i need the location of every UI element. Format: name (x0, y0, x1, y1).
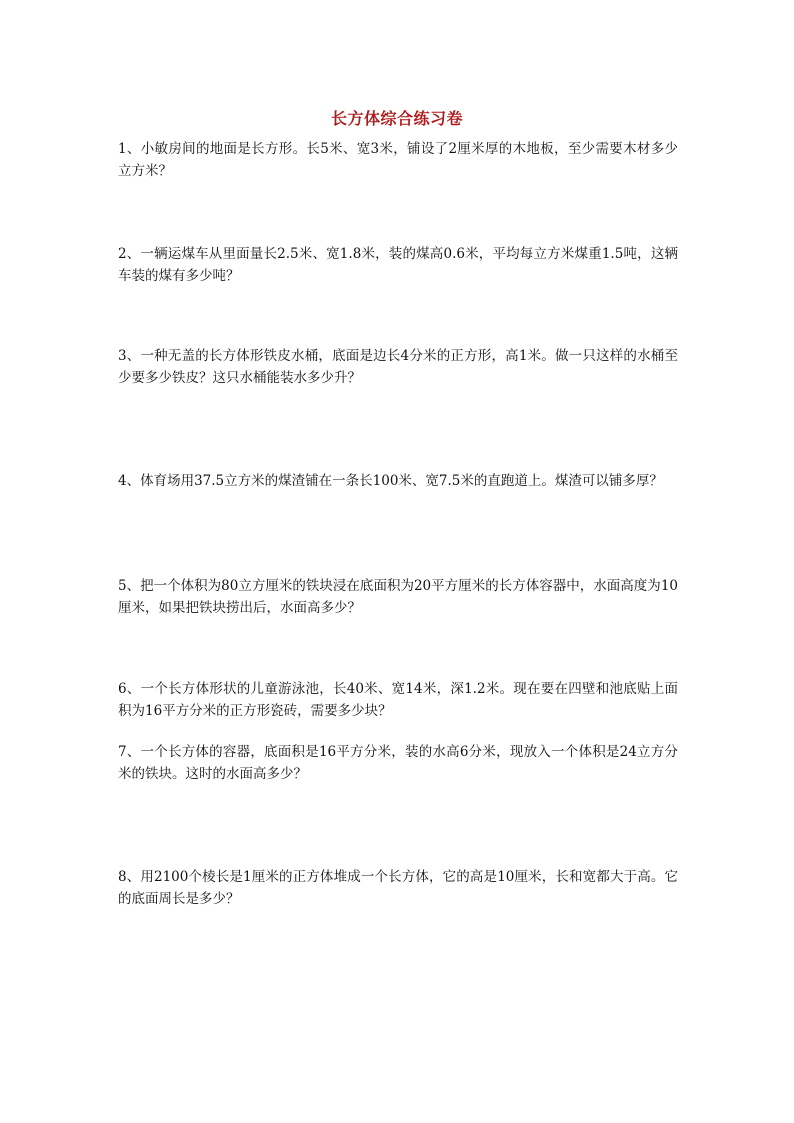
question-7: 7、一个长方体的容器，底面积是16平方分米，装的水高6分米，现放入一个体积是24立方分米的铁块。这时的水面高多少？ (118, 744, 678, 782)
question-3: 3、一种无盖的长方体形铁皮水桶，底面是边长4分米的正方形，高1米。做一只这样的水桶至少要多少铁皮？这只水桶能装水多少升？ (118, 348, 678, 386)
question-4: 4、体育场用37.5立方米的煤渣铺在一条长100米、宽7.5米的直跑道上。煤渣可以铺多厚？ (118, 473, 663, 489)
question-1: 1、小敏房间的地面是长方形。长5米、宽3米，铺设了2厘米厚的木地板，至少需要木材多少立方米？ (118, 141, 678, 179)
question-5: 5、把一个体积为80立方厘米的铁块浸在底面积为20平方厘米的长方体容器中，水面高度为10厘米，如果把铁块捞出后，水面高多少？ (118, 578, 678, 616)
question-8: 8、用2100个棱长是1厘米的正方体堆成一个长方体，它的高是10厘米，长和宽都大于高。它的底面周长是多少？ (118, 869, 678, 907)
question-2: 2、一辆运煤车从里面量长2.5米、宽1.8米，装的煤高0.6米，平均每立方米煤重1.5吨，这辆车装的煤有多少吨？ (118, 246, 678, 284)
page-title: 长方体综合练习卷 (330, 109, 463, 128)
question-6: 6、一个长方体形状的儿童游泳池，长40米、宽14米，深1.2米。现在要在四壁和池底贴上面积为16平方分米的正方形瓷砖，需要多少块？ (118, 681, 678, 719)
